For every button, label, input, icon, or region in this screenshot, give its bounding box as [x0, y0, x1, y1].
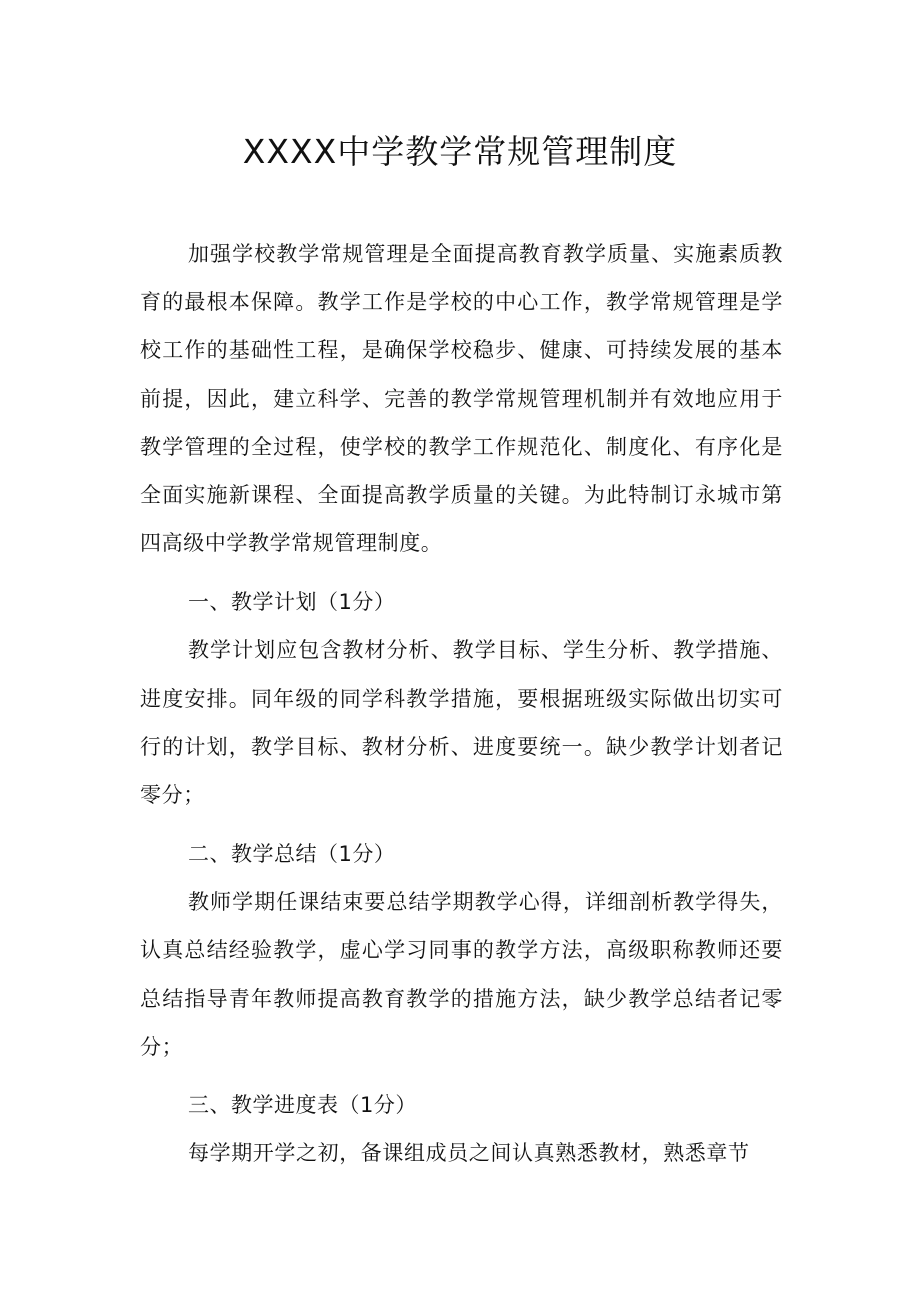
section-heading-teaching-summary: 二、教学总结（1分） — [188, 842, 396, 867]
section-heading-teaching-schedule: 三、教学进度表（1分） — [188, 1093, 417, 1118]
document-title: XXXX中学教学常规管理制度 — [242, 132, 678, 171]
section-paragraph-teaching-summary: 教师学期任课结束要总结学期教学心得，详细剖析教学得失，认真总结经验教学，虚心学习同事的教学方法，高级职称教师还要总结指导青年教师提高教育教学的措施方法，缺少教学总结者记零分； — [140, 890, 783, 1059]
section-paragraph-teaching-plan: 教学计划应包含教材分析、教学目标、学生分析、教学措施、进度安排。同年级的同学科教学措施，要根据班级实际做出切实可行的计划，教学目标、教材分析、进度要统一。缺少教学计划者记零分； — [140, 638, 783, 808]
section-paragraph-teaching-schedule: 每学期开学之初，备课组成员之间认真熟悉教材，熟悉章节 — [188, 1141, 750, 1166]
section-heading-teaching-plan: 一、教学计划（1分） — [188, 590, 396, 615]
intro-paragraph: 加强学校教学常规管理是全面提高教育教学质量、实施素质教育的最根本保障。教学工作是学校的中心工作，教学常规管理是学校工作的基础性工程，是确保学校稳步、健康、可持续发展的基本前提，因此，建立科学、完善的教学常规管理机制并有效地应用于教学管理的全过程，使学校的教学工作规范化、制度化、有序化是全面实施新课程、全面提高教学质量的关键。为此特制订永城市第四高级中学教学常规管理制度。 — [140, 242, 783, 556]
document-body — [140, 230, 783, 1177]
